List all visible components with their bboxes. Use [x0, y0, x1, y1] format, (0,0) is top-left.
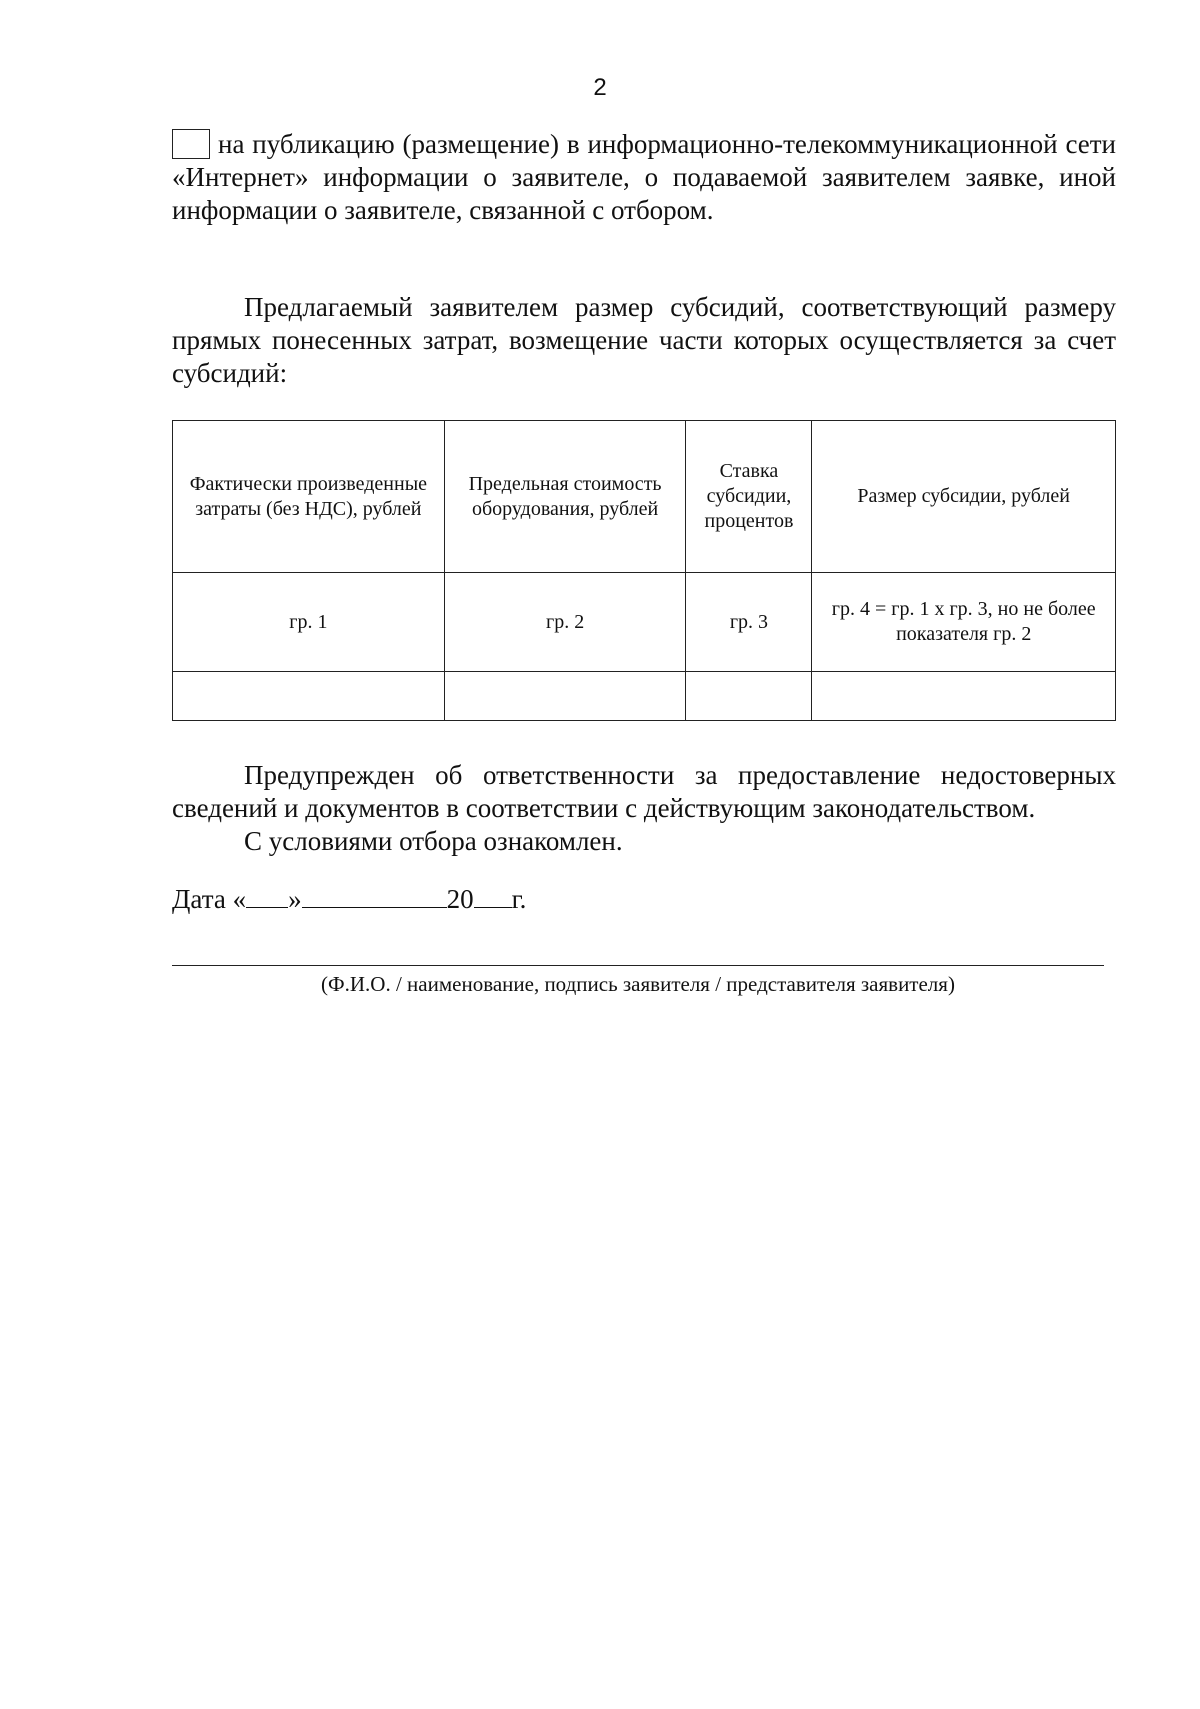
- value-cell-2[interactable]: [444, 672, 686, 721]
- familiar-paragraph: С условиями отбора ознакомлен.: [244, 826, 623, 856]
- table-header-row: [173, 421, 1116, 573]
- value-cell-4[interactable]: [812, 672, 1116, 721]
- subsidy-table: [172, 420, 1116, 721]
- header-subsidy-amount: Размер субсидии, рублей: [812, 421, 1116, 573]
- date-label: Дата: [172, 884, 226, 914]
- signature-caption: (Ф.И.О. / наименование, подпись заявителя / представителя заявителя): [321, 972, 955, 996]
- column-label-4: гр. 4 = гр. 1 x гр. 3, но не более показателя гр. 2: [812, 573, 1116, 672]
- consent-text: на публикацию (размещение) в информационно-телекоммуникационной сети «Интернет» информации о заявителе, о подаваемой заявителем заявке, иной информации о заявителе, связанной с отбором.: [172, 129, 1116, 225]
- date-line: [172, 883, 526, 916]
- consent-checkbox[interactable]: [172, 129, 210, 159]
- signature-line[interactable]: [172, 965, 1104, 966]
- page-number: 2: [593, 74, 607, 101]
- value-cell-3[interactable]: [686, 672, 812, 721]
- year-blank[interactable]: [474, 883, 512, 908]
- table-row: [173, 573, 1116, 672]
- table-row: [173, 672, 1116, 721]
- warning-paragraph: Предупрежден об ответственности за предоставление недостоверных сведений и документов в соответствии с действующим законодательством.: [172, 760, 1116, 823]
- column-label-2: гр. 2: [444, 573, 686, 672]
- month-blank[interactable]: [302, 883, 447, 908]
- day-blank[interactable]: [246, 883, 288, 908]
- proposal-paragraph: Предлагаемый заявителем размер субсидий, соответствующий размеру прямых понесенных затрат, возмещение части которых осуществляется за счет субсидий:: [172, 292, 1116, 388]
- date-close-quote: »: [288, 884, 302, 914]
- header-subsidy-rate: Ставка субсидии, процентов: [686, 421, 812, 573]
- value-cell-1[interactable]: [173, 672, 445, 721]
- year-suffix: г.: [511, 884, 527, 914]
- column-label-1: гр. 1: [173, 573, 445, 672]
- header-actual-costs: Фактически произведенные затраты (без НДС), рублей: [173, 421, 445, 573]
- date-open-quote: «: [232, 884, 247, 914]
- header-equipment-cost: Предельная стоимость оборудования, рублей: [444, 421, 686, 573]
- column-label-3: гр. 3: [686, 573, 812, 672]
- year-prefix: 20: [446, 884, 474, 914]
- consent-paragraph: [172, 128, 1116, 227]
